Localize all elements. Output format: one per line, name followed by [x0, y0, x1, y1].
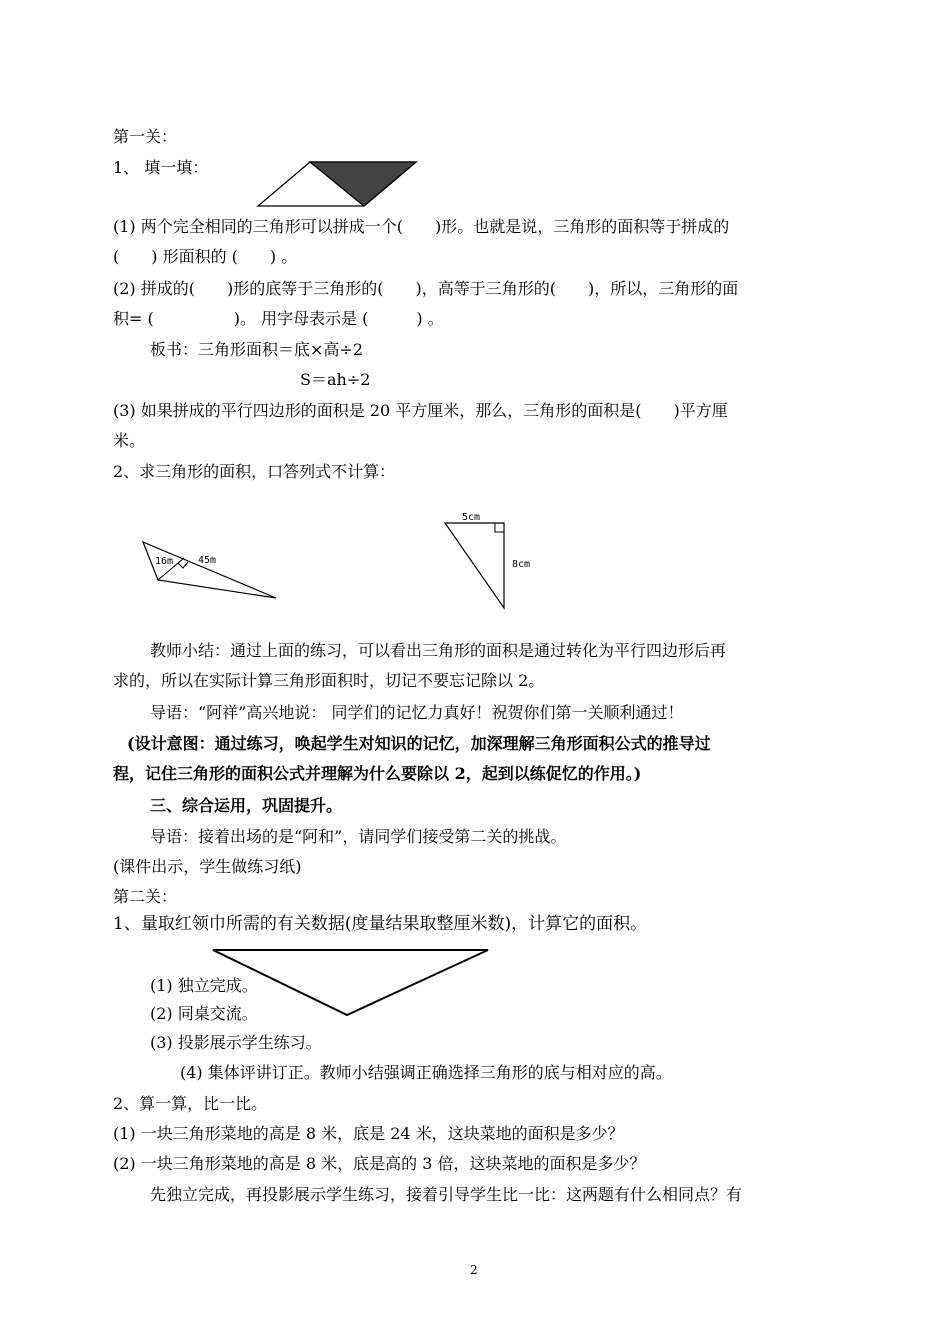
summary-line2: 求的，所以在实际计算三角形面积时，切记不要忘记除以 2。: [113, 671, 545, 690]
level2-step2: (2) 同桌交流。: [150, 1004, 258, 1023]
level1-heading: 第一关：: [113, 127, 178, 146]
page-number: 2: [470, 1263, 478, 1277]
section3-guide: 导语：接着出场的是“阿和”，请同学们接受第二关的挑战。: [150, 827, 567, 846]
level2-heading: 第二关：: [113, 887, 178, 906]
level1-q1-p1-line1: (1) 两个完全相同的三角形可以拼成一个( )形。也就是说，三角形的面积等于拼成的: [113, 217, 730, 236]
level1-q2-title: 2、求三角形的面积，口答列式不计算：: [113, 462, 396, 481]
level2-q2-p1: (1) 一块三角形菜地的高是 8 米，底是 24 米，这块菜地的面积是多少？: [113, 1124, 624, 1143]
triangle-figure-a: [140, 538, 280, 604]
section3-note: (课件出示，学生做练习纸): [113, 857, 302, 876]
parallelogram-figure: [256, 160, 418, 208]
level1-q1-p1-line2: ( ) 形面积的 ( ) 。: [113, 247, 298, 266]
triangle-a-height-label: 16m: [155, 556, 174, 567]
level1-q1-p3-line1: (3) 如果拼成的平行四边形的面积是 20 平方厘米，那么，三角形的面积是( )平方厘: [113, 401, 728, 420]
level2-q1-title: 1、量取红领巾所需的有关数据(度量结果取整厘米数)，计算它的面积。: [113, 914, 648, 934]
level1-q1-p2-line1: (2) 拼成的( )形的底等于三角形的( )，高等于三角形的( )，所以，三角形的面: [113, 279, 739, 298]
summary-line1: 教师小结：通过上面的练习，可以看出三角形的面积是通过转化为平行四边形后再: [150, 641, 727, 660]
triangle-figure-b: [443, 520, 509, 612]
design-intent-line2: 程，记住三角形的面积公式并理解为什么要除以 2，起到以练促忆的作用。): [113, 764, 642, 783]
level2-q2-title: 2、算一算，比一比。: [113, 1094, 268, 1113]
level1-q1-title: 1、 填一填：: [113, 158, 209, 177]
level1-q1-p2-line2: 积= ( )。 用字母表示是 ( ) 。: [113, 309, 444, 328]
triangle-a-base-label: 45m: [198, 555, 217, 566]
level2-step1: (1) 独立完成。: [150, 976, 258, 995]
level2-q2-follow: 先独立完成，再投影展示学生练习，接着引导学生比一比：这两题有什么相同点？有: [150, 1185, 743, 1204]
level2-q2-p2: (2) 一块三角形菜地的高是 8 米，底是高的 3 倍，这块菜地的面积是多少？: [113, 1154, 646, 1173]
board-formula-line1: 板书：三角形面积＝底×高÷2: [150, 340, 363, 359]
triangle-b-top-label: 5cm: [462, 512, 481, 523]
triangle-b-side-label: 8cm: [512, 559, 531, 570]
board-formula-line2: S＝ah÷2: [300, 370, 371, 389]
design-intent-line1: (设计意图：通过练习，唤起学生对知识的记忆，加深理解三角形面积公式的推导过: [127, 734, 711, 753]
level2-step4: (4) 集体评讲订正。教师小结强调正确选择三角形的底与相对应的高。: [180, 1063, 672, 1082]
red-scarf-triangle: [210, 947, 492, 1019]
level1-q1-p3-line2: 米。: [113, 431, 146, 450]
section3-title: 三、综合运用，巩固提升。: [150, 796, 343, 815]
level2-step3: (3) 投影展示学生练习。: [150, 1033, 322, 1052]
guide-line1: 导语：“阿祥”高兴地说： 同学们的记忆力真好！祝贺你们第一关顺利通过！: [150, 703, 684, 722]
